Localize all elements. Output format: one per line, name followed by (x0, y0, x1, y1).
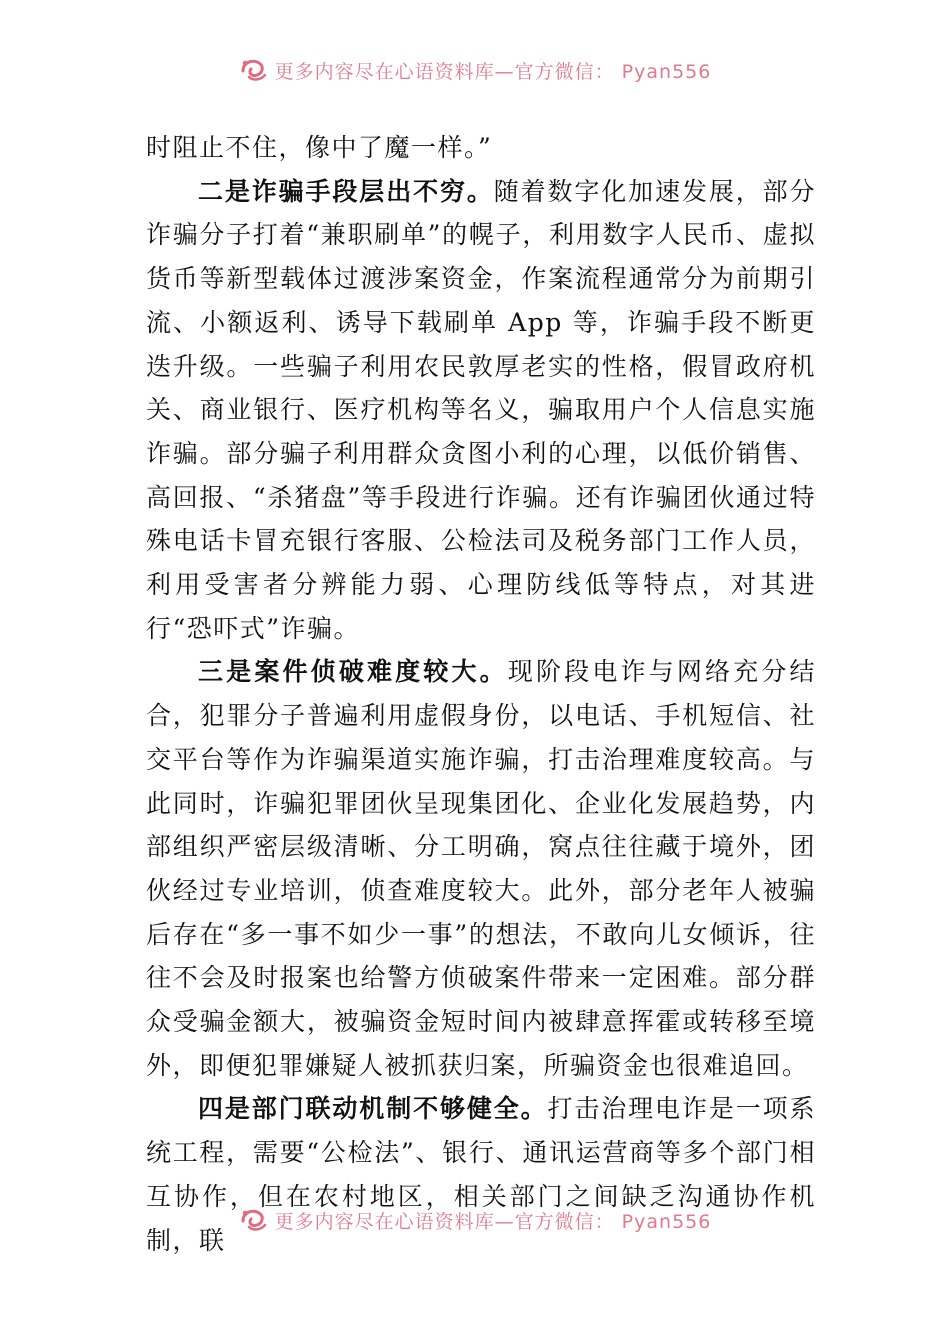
paragraph-fraud-methods (146, 170, 816, 651)
paragraph-text: 现阶段电诈与网络充分结合，犯罪分子普遍利用虚假身份，以电话、手机短信、社交平台等作为诈骗渠道实施诈骗，打击治理难度较高。与此同时，诈骗犯罪团伙呈现集团化、企业化发展趋势，内部组织严密层级清晰、分工明确，窝点往往藏于境外，团伙经过专业培训，侦查难度较大。此外，部分老年人被骗后存在“多一事不如少一事”的想法，不敢向儿女倾诉，往往不会及时报案也给警方侦破案件带来一定困难。部分群众受骗金额大，被骗资金短时间内被肆意挥霍或转移至境外，即便犯罪嫌疑人被抓获归案，所骗资金也很难追回。 (146, 657, 816, 1080)
footer-watermark-text: 更多内容尽在心语资料库—官方微信： Pyan556 (274, 1210, 712, 1233)
swirl-logo-icon (239, 57, 269, 83)
paragraph-case-difficulty (146, 650, 816, 1087)
paragraph-heading: 三是案件侦破难度较大。 (198, 657, 508, 687)
header-watermark-text: 更多内容尽在心语资料库—官方微信： Pyan556 (274, 60, 712, 83)
paragraph-continuation (146, 126, 816, 170)
paragraph-text: 时阻止不住，像中了魔一样。” (146, 133, 493, 162)
footer-watermark-banner (0, 1200, 950, 1240)
paragraph-heading: 二是诈骗手段层出不穷。 (198, 176, 494, 206)
paragraph-heading: 四是部门联动机制不够健全。 (198, 1094, 548, 1124)
paragraph-text: 打击治理电诈是一项系统工程，需要“公检法”、银行、通讯运营商等多个部门相互协作，但在农村地区，相关部门之间缺乏沟通协作机制，联 (146, 1094, 816, 1255)
paragraph-text: 随着数字化加速发展，部分诈骗分子打着“兼职刷单”的幌子，利用数字人民币、虚拟货币等新型载体过渡涉案资金，作案流程通常分为前期引流、小额返利、诱导下载刷单 App 等，诈骗手段不断更迭升级。一些骗子利用农民敦厚老实的性格，假冒政府机关、商业银行、医疗机构等名义，骗取用户个人信息实施诈骗。部分骗子利用群众贪图小利的心理，以低价销售、高回报、“杀猪盘”等手段进行诈骗。还有诈骗团伙通过特殊电话卡冒充银行客服、公检法司及税务部门工作人员，利用受害者分辨能力弱、心理防线低等特点，对其进行“恐吓式”诈骗。 (146, 176, 816, 643)
header-watermark-banner (0, 50, 950, 90)
swirl-logo-icon (239, 1207, 269, 1233)
document-body (146, 126, 816, 1262)
